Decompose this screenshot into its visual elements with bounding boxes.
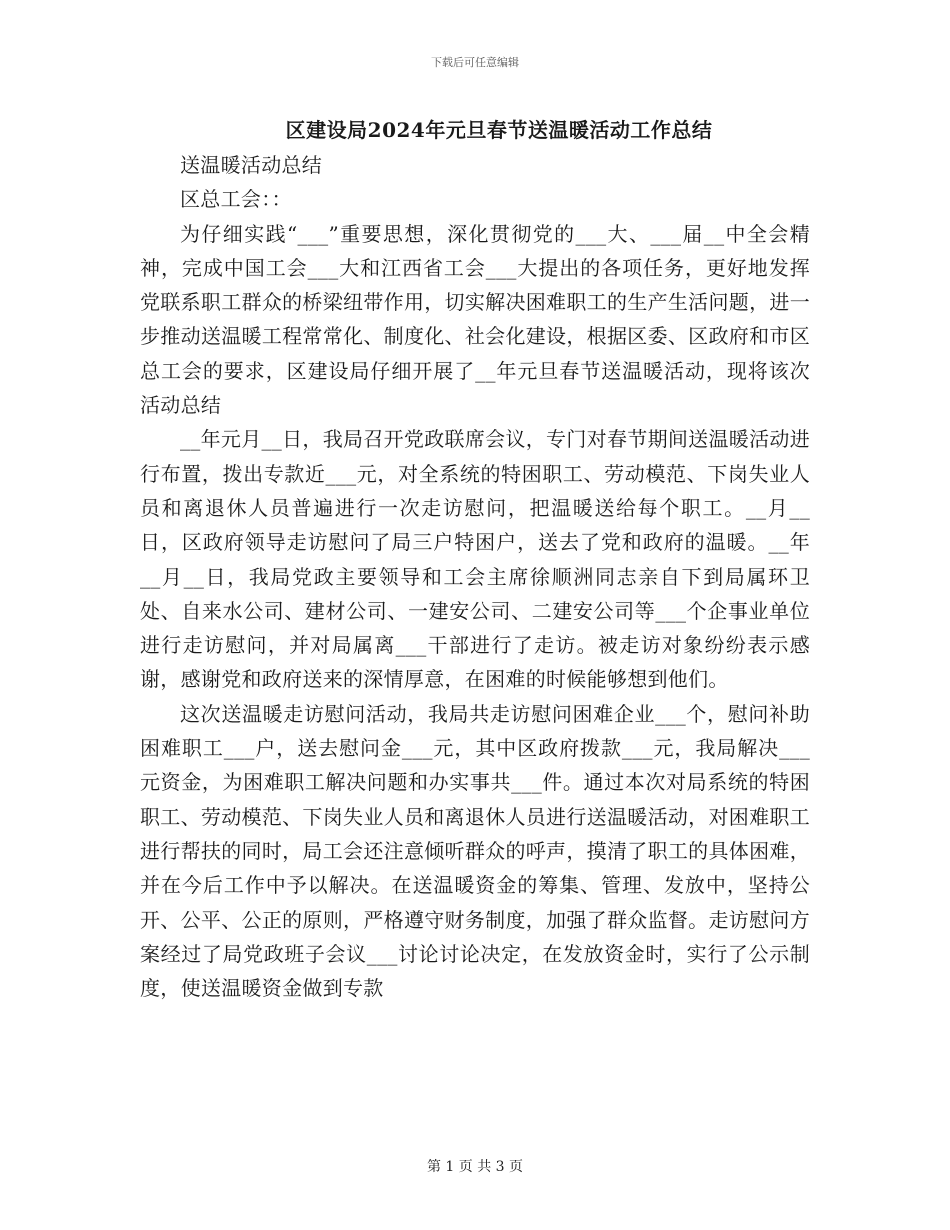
document-body xyxy=(140,148,810,1005)
paragraph: 为仔细实践“___”重要思想，深化贯彻党的___大、___届__中全会精神，完成中国工会___大和江西省工会___大提出的各项任务，更好地发挥党联系职工群众的桥梁纽带作用，切实解决困难职工的生产生活问题，进一步推动送温暖工程常常化、制度化、社会化建设，根据区委、区政府和市区总工会的要求，区建设局仔细开展了__年元旦春节送温暖活动，现将该次活动总结 xyxy=(140,221,810,418)
page-number: 第 1 页 共 3 页 xyxy=(426,1159,524,1175)
paragraph-subtitle: 送温暖活动总结 xyxy=(180,153,323,177)
paragraph: 这次送温暖走访慰问活动，我局共走访慰问困难企业___个，慰问补助困难职工___户，送去慰问金___元，其中区政府拨款___元，我局解决___元资金，为困难职工解决问题和办实事共___件。通过本次对局系统的特困职工、劳动模范、下岗失业人员和离退休人员进行送温暖活动，对困难职工进行帮扶的同时，局工会还注意倾听群众的呼声，摸清了职工的具体困难，并在今后工作中予以解决。在送温暖资金的筹集、管理、发放中，坚持公开、公平、公正的原则，严格遵守财务制度，加强了群众监督。走访慰问方案经过了局党政班子会议___讨论讨论决定，在发放资金时，实行了公示制度，使送温暖资金做到专款 xyxy=(140,701,810,1001)
paragraph: __年元月__日，我局召开党政联席会议，专门对春节期间送温暖活动进行布置，拨出专款近___元，对全系统的特困职工、劳动模范、下岗失业人员和离退休人员普遍进行一次走访慰问，把温暖送给每个职工。__月__日，区政府领导走访慰问了局三户特困户，送去了党和政府的温暖。__年__月__日，我局党政主要领导和工会主席徐顺洲同志亲自下到局属环卫处、自来水公司、建材公司、一建安公司、二建安公司等___个企事业单位进行走访慰问，并对局属离___干部进行了走访。被走访对象纷纷表示感谢，感谢党和政府送来的深情厚意，在困难的时候能够想到他们。 xyxy=(140,427,810,692)
page-header-note: 下载后可任意编辑 xyxy=(431,56,519,69)
paragraph-salutation: 区总工会：： xyxy=(180,187,292,212)
document-title: 区建设局2024年元旦春节送温暖活动工作总结 xyxy=(285,118,713,142)
